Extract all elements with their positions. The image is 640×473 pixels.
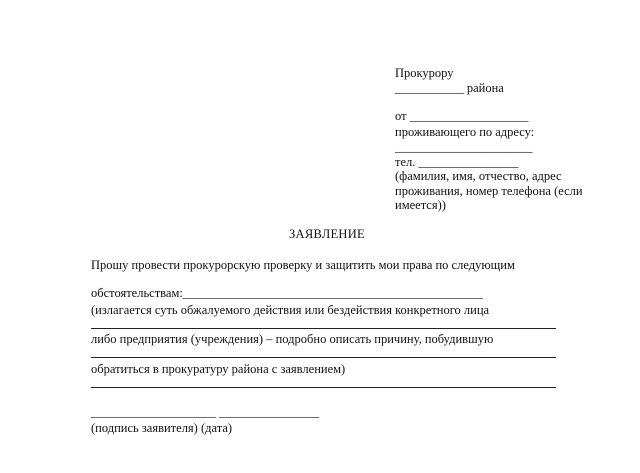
addressee-hint-3: имеется)): [395, 198, 446, 212]
addressee-hint-2: проживания, номер телефона (если: [395, 184, 583, 198]
signature-caption: (подпись заявителя) (дата): [91, 421, 233, 435]
body-line-2: обстоятельствам:________________________________________________: [91, 286, 483, 300]
fill-rule-1: [91, 328, 556, 329]
addressee-hint-1: (фамилия, имя, отчество, адрес: [395, 169, 562, 183]
addressee-from: от ___________________: [395, 109, 529, 123]
fill-rule-3: [91, 387, 556, 388]
addressee-district: ___________ района: [395, 81, 504, 95]
document-title: ЗАЯВЛЕНИЕ: [289, 227, 365, 241]
fill-rule-2: [91, 357, 556, 358]
addressee-address-blank: ______________________: [395, 140, 533, 154]
body-line-1: Прошу провести прокурорскую проверку и защитить мои права по следующим: [91, 258, 515, 272]
body-line-4: либо предприятия (учреждения) – подробно описать причину, побудившую: [91, 332, 494, 346]
body-line-3: (излагается суть обжалуемого действия или бездействия конкретного лица: [91, 303, 490, 317]
addressee-prosecutor: Прокурору: [395, 66, 454, 80]
signature-blanks: ____________________ ________________: [91, 405, 320, 419]
addressee-phone: тел. ________________: [395, 155, 519, 169]
addressee-residing-label: проживающего по адресу:: [395, 125, 535, 139]
body-line-5: обратиться в прокуратуру района с заявлением): [91, 362, 346, 376]
